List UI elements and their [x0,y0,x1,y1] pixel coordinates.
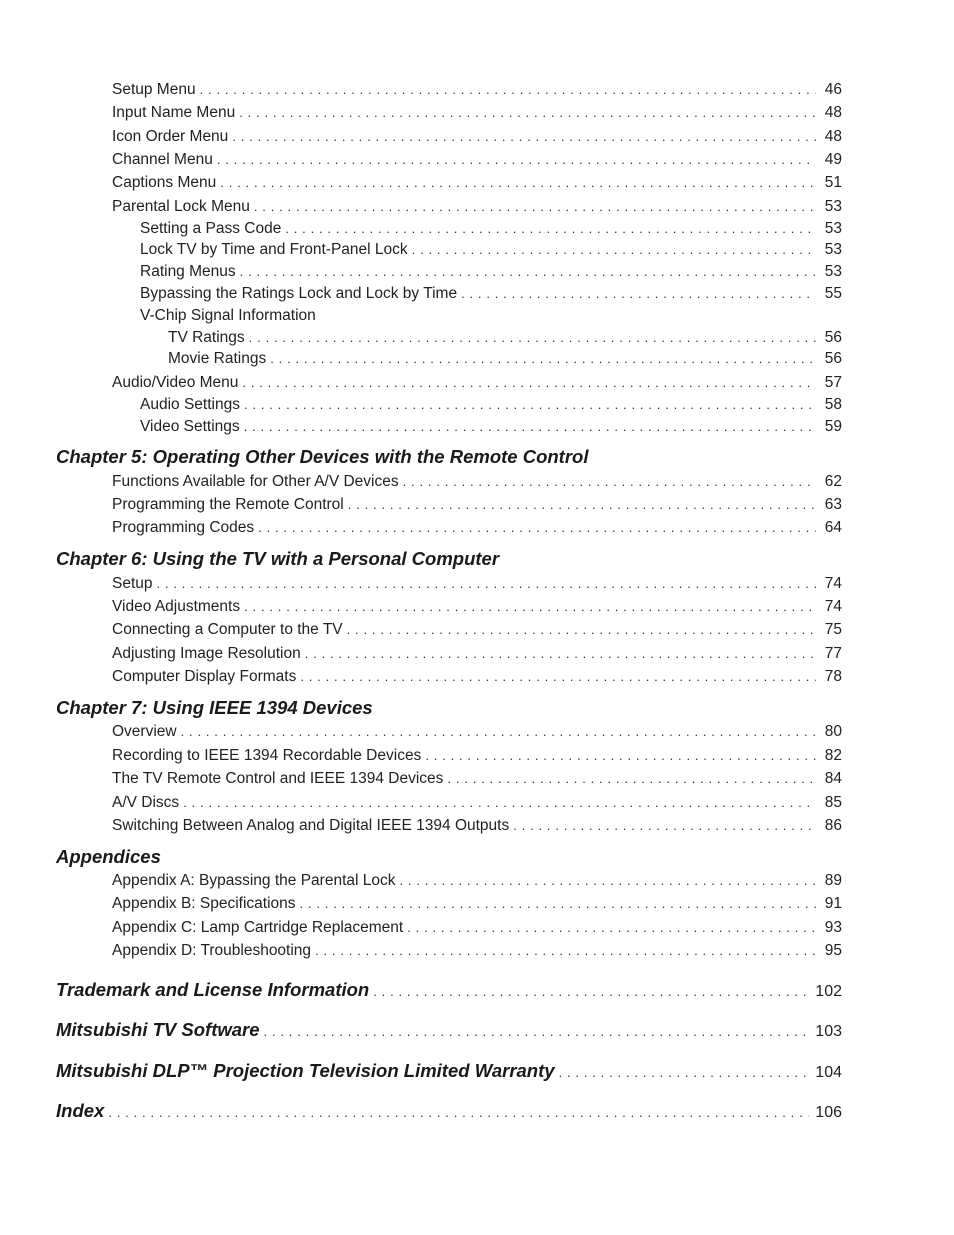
toc-entry-page: 46 [824,81,842,98]
toc-entry-page: 51 [824,174,842,191]
toc-entry-video-settings[interactable] [140,417,842,437]
toc-entry-page: 48 [824,128,842,145]
toc-entry-bypassing-ratings-lock[interactable] [140,284,842,304]
dot-leader [249,328,816,348]
toc-entry-title: Recording to IEEE 1394 Recordable Devices [112,747,422,764]
dot-leader [240,262,816,282]
toc-entry-page: 93 [824,919,842,936]
toc-entry-page: 106 [815,1104,842,1121]
toc-entry-page: 80 [824,723,842,740]
dot-leader [244,395,816,415]
toc-entry-title: Video Adjustments [112,598,241,615]
toc-entry-title: A/V Discs [112,794,180,811]
toc-entry-title: Lock TV by Time and Front-Panel Lock [140,241,408,258]
toc-entry-title: Setup Menu [112,81,196,98]
toc-entry-title: Mitsubishi DLP™ Projection Television Limited Warranty [56,1060,555,1081]
toc-entry-warranty[interactable] [56,1061,842,1083]
dot-leader [513,816,816,836]
toc-entry-video-adjustments[interactable] [112,597,842,617]
toc-entry-page: 53 [824,241,842,258]
toc-entry-title: Setting a Pass Code [140,220,282,237]
dot-leader [285,219,816,239]
dot-leader [559,1061,810,1083]
chapter-7-heading[interactable]: Chapter 7: Using IEEE 1394 Devices [56,697,373,718]
toc-entry-functions-av-devices[interactable] [112,472,842,492]
toc-entry-title: Trademark and License Information [56,979,370,1000]
dot-leader [412,240,816,260]
toc-entry-page: 49 [824,151,842,168]
toc-entry-title: Overview [112,723,177,740]
dot-leader [217,150,816,170]
dot-leader [461,284,816,304]
toc-entry-title: TV Ratings [168,329,245,346]
toc-entry-page: 78 [824,668,842,685]
toc-entry-title: Appendix A: Bypassing the Parental Lock [112,872,396,889]
toc-entry-movie-ratings[interactable] [168,349,842,369]
dot-leader [403,472,816,492]
dot-leader [239,103,816,123]
toc-entry-page: 85 [824,794,842,811]
dot-leader [183,793,816,813]
toc-entry-title: Bypassing the Ratings Lock and Lock by Time [140,285,458,302]
dot-leader [447,769,816,789]
toc-entry-programming-remote[interactable] [112,495,842,515]
dot-leader [300,894,816,914]
toc-entry-programming-codes[interactable] [112,518,842,538]
toc-entry-connecting-computer[interactable] [112,620,842,640]
toc-entry-title: Computer Display Formats [112,668,297,685]
toc-entry-page: 86 [824,817,842,834]
toc-entry-page: 77 [824,645,842,662]
chapter-5-heading[interactable]: Chapter 5: Operating Other Devices with the Remote Control [56,446,589,467]
toc-entry-title: Audio/Video Menu [112,374,239,391]
toc-entry-recording-ieee[interactable] [112,746,842,766]
toc-entry-page: 89 [824,872,842,889]
toc-entry-page: 84 [824,770,842,787]
toc-entry-page: 55 [824,285,842,302]
toc-entry-page: 48 [824,104,842,121]
dot-leader [200,80,816,100]
dot-leader [232,127,816,147]
dot-leader [315,941,816,961]
toc-entry-title: Appendix B: Specifications [112,895,296,912]
toc-entry-appendix-c[interactable] [112,918,842,938]
toc-entry-page: 63 [824,496,842,513]
toc-entry-page: 56 [824,329,842,346]
toc-entry-icon-order-menu[interactable] [112,127,842,147]
toc-entry-page: 95 [824,942,842,959]
toc-entry-title: The TV Remote Control and IEEE 1394 Devices [112,770,444,787]
toc-entry-title: Audio Settings [140,396,240,413]
dot-leader [258,518,816,538]
toc-entry-appendix-a[interactable] [112,871,842,891]
dot-leader [347,620,816,640]
toc-entry-display-formats[interactable] [112,667,842,687]
toc-entry-vchip-signal-info[interactable]: V-Chip Signal Information [140,307,316,324]
toc-entry-title: Captions Menu [112,174,217,191]
toc-entry-lock-tv-by-time[interactable] [140,240,842,260]
toc-entry-channel-menu[interactable] [112,150,842,170]
toc-entry-title: Programming Codes [112,519,255,536]
toc-entry-title: Channel Menu [112,151,213,168]
toc-entry-audio-video-menu[interactable] [112,373,842,393]
toc-entry-title: Input Name Menu [112,104,236,121]
toc-entry-setup[interactable] [112,574,842,594]
toc-entry-appendix-d[interactable] [112,941,842,961]
toc-entry-title: Programming the Remote Control [112,496,344,513]
toc-entry-page: 53 [824,198,842,215]
dot-leader [305,644,816,664]
toc-entry-mitsubishi-software[interactable] [56,1020,842,1042]
toc-entry-setting-pass-code[interactable] [140,219,842,239]
toc-entry-title: Switching Between Analog and Digital IEEE 1394 Outputs [112,817,510,834]
toc-entry-page: 58 [824,396,842,413]
toc-entry-title: Parental Lock Menu [112,198,250,215]
dot-leader [220,173,816,193]
dot-leader [425,746,816,766]
dot-leader [348,495,816,515]
toc-entry-setup-menu[interactable] [112,80,842,100]
toc-entry-appendix-b[interactable] [112,894,842,914]
appendices-heading[interactable]: Appendices [56,846,161,867]
dot-leader [244,597,816,617]
dot-leader [300,667,816,687]
toc-entry-title: Video Settings [140,418,240,435]
dot-leader [242,373,816,393]
toc-entry-page: 75 [824,621,842,638]
dot-leader [244,417,816,437]
toc-entry-title: Mitsubishi TV Software [56,1019,260,1040]
toc-entry-index[interactable] [56,1101,842,1123]
toc-entry-switching-outputs[interactable] [112,816,842,836]
toc-entry-page: 53 [824,263,842,280]
dot-leader [181,722,816,742]
toc-entry-title: Setup [112,575,153,592]
toc-entry-title: Appendix C: Lamp Cartridge Replacement [112,919,404,936]
toc-entry-input-name-menu[interactable] [112,103,842,123]
toc-entry-page: 56 [824,350,842,367]
toc-entry-tv-remote-ieee[interactable] [112,769,842,789]
toc-entry-title: Icon Order Menu [112,128,229,145]
toc-entry-page: 74 [824,575,842,592]
dot-leader [264,1020,810,1042]
toc-entry-tv-ratings[interactable] [168,328,842,348]
dot-leader [407,918,816,938]
chapter-6-heading[interactable]: Chapter 6: Using the TV with a Personal Computer [56,548,500,569]
toc-entry-title: Appendix D: Troubleshooting [112,942,312,959]
toc-entry-captions-menu[interactable] [112,173,842,193]
toc-entry-title: Rating Menus [140,263,236,280]
toc-entry-overview[interactable] [112,722,842,742]
toc-entry-title: Connecting a Computer to the TV [112,621,343,638]
dot-leader [108,1101,809,1123]
toc-entry-title: Movie Ratings [168,350,267,367]
toc-entry-page: 64 [824,519,842,536]
dot-leader [157,574,816,594]
toc-entry-adjusting-resolution[interactable] [112,644,842,664]
toc-entry-page: 103 [815,1023,842,1040]
toc-entry-page: 91 [824,895,842,912]
dot-leader [270,349,816,369]
toc-entry-page: 104 [815,1064,842,1081]
toc-entry-trademark[interactable] [56,980,842,1002]
toc-entry-rating-menus[interactable] [140,262,842,282]
dot-leader [254,197,816,217]
toc-entry-title: Index [56,1100,105,1121]
toc-entry-page: 82 [824,747,842,764]
toc-entry-title: Functions Available for Other A/V Devices [112,473,399,490]
toc-entry-parental-lock-menu[interactable] [112,197,842,217]
toc-entry-page: 59 [824,418,842,435]
toc-entry-page: 74 [824,598,842,615]
toc-entry-page: 62 [824,473,842,490]
toc-entry-av-discs[interactable] [112,793,842,813]
toc-entry-title: Adjusting Image Resolution [112,645,301,662]
dot-leader [400,871,817,891]
toc-entry-page: 57 [824,374,842,391]
toc-entry-audio-settings[interactable] [140,395,842,415]
toc-entry-page: 53 [824,220,842,237]
dot-leader [373,980,809,1002]
toc-entry-page: 102 [815,983,842,1000]
